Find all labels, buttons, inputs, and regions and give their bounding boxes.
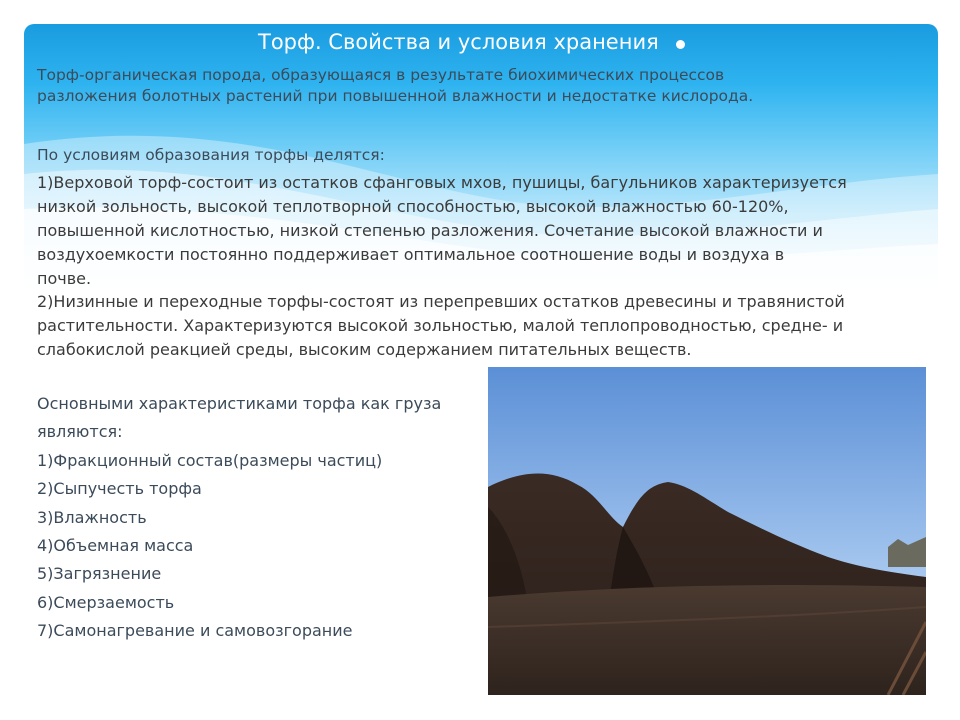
intro-line: разложения болотных растений при повышенной влажности и недостатке кислорода. xyxy=(37,87,754,105)
conditions-heading: По условиям образования торфы делятся: xyxy=(37,146,385,164)
text-line: почве. xyxy=(37,269,92,288)
intro-line: Торф-органическая порода, образующаяся в результате биохимических процессов xyxy=(37,66,725,84)
text-line: 2)Низинные и переходные торфы-состоят из перепревших остатков древесины и травянистой xyxy=(37,292,845,311)
text-line: 1)Верховой торф-состоит из остатков сфанговых мхов, пушицы, багульников характеризуется xyxy=(37,173,847,192)
text-line: растительности. Характеризуются высокой зольностью, малой теплопроводностью, средне- и xyxy=(37,316,844,335)
list-item: 1)Фракционный состав(размеры частиц) xyxy=(37,450,383,470)
characteristics-heading-line: Основными характеристиками торфа как груза xyxy=(37,394,442,413)
peat-pile-photo xyxy=(488,367,926,695)
peat-type-1 xyxy=(37,171,927,291)
list-item: 3)Влажность xyxy=(37,507,147,527)
characteristics-list xyxy=(37,390,482,646)
characteristics-heading-line: являются: xyxy=(37,422,123,442)
list-item: 7)Самонагревание и самовозгорание xyxy=(37,621,353,641)
slide-title: Торф. Свойства и условия хранения xyxy=(258,30,659,54)
intro-paragraph xyxy=(37,65,927,107)
text-line: повышенной кислотностью, низкой степенью разложения. Сочетание высокой влажности и xyxy=(37,221,823,240)
list-item: 4)Объемная масса xyxy=(37,535,194,555)
text-line: воздухоемкости постоянно поддерживает оптимальное соотношение воды и воздуха в xyxy=(37,245,785,264)
title-dot-decoration xyxy=(676,40,685,49)
text-line: низкой зольность, высокой теплотворной способностью, высокой влажностью 60-120%, xyxy=(37,197,789,216)
list-item: 6)Смерзаемость xyxy=(37,592,175,612)
list-item: 2)Сыпучесть торфа xyxy=(37,479,202,499)
peat-type-2 xyxy=(37,290,927,362)
text-line: слабокислой реакцией среды, высоким содержанием питательных веществ. xyxy=(37,340,692,359)
list-item: 5)Загрязнение xyxy=(37,564,162,584)
